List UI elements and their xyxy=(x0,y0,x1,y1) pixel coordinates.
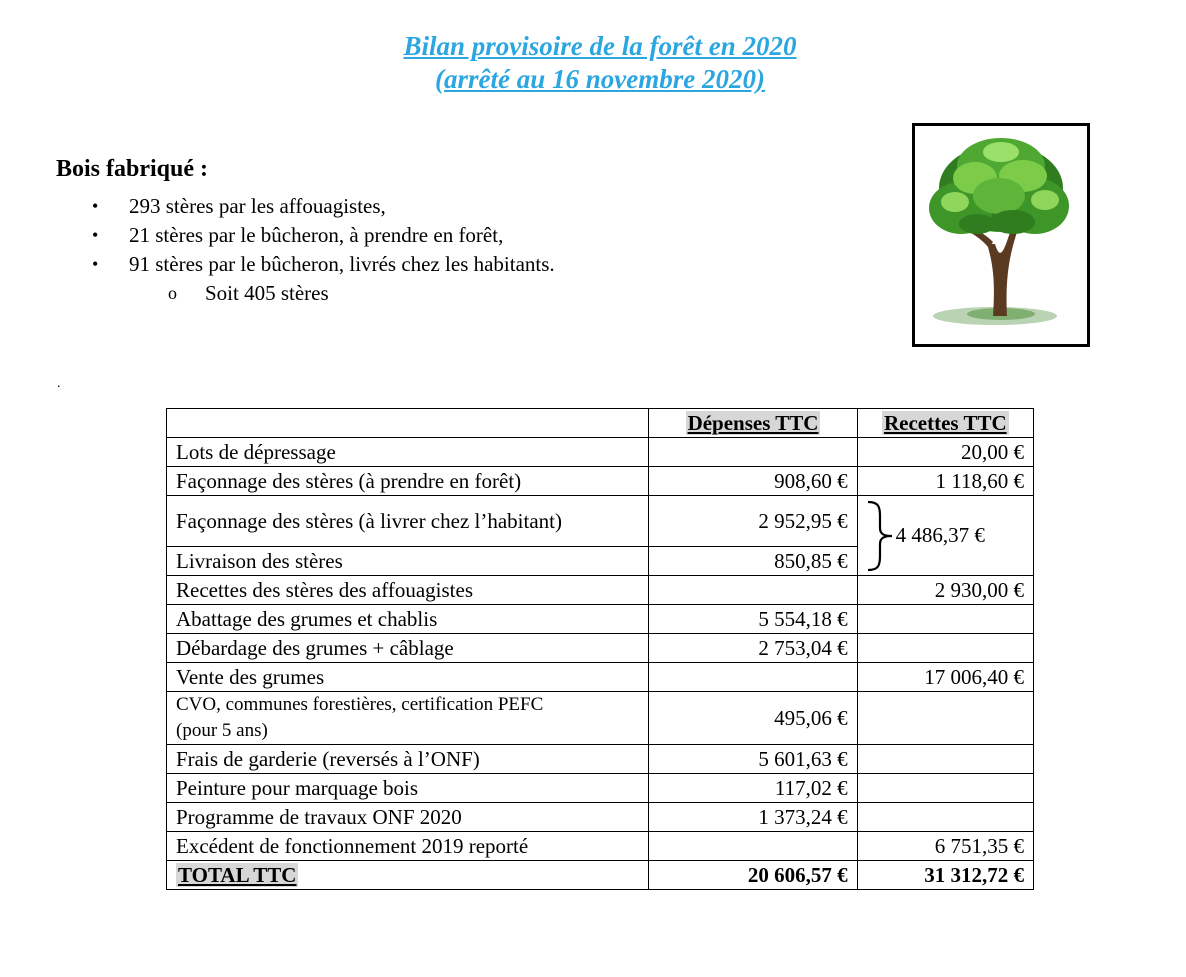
bullet-icon: • xyxy=(92,196,99,216)
tree-image-frame xyxy=(912,123,1090,347)
table-row xyxy=(167,663,1034,692)
total-label-cell xyxy=(167,861,649,890)
table-row xyxy=(167,467,1034,496)
stray-dot: . xyxy=(57,376,61,391)
row-depenses xyxy=(649,576,857,605)
row-depenses xyxy=(649,438,857,467)
row-label: Débardage des grumes + câblage xyxy=(167,634,649,663)
row-label xyxy=(167,692,649,745)
row-depenses xyxy=(649,663,857,692)
total-label: TOTAL TTC xyxy=(178,863,297,887)
row-label: Livraison des stères xyxy=(167,547,649,576)
row-recettes: 17 006,40 € xyxy=(857,663,1033,692)
row-depenses: 495,06 € xyxy=(649,692,857,745)
sub-bullet-icon: o xyxy=(168,283,177,303)
row-label: Façonnage des stères (à prendre en forêt) xyxy=(167,467,649,496)
table-row xyxy=(167,832,1034,861)
row-label: Abattage des grumes et chablis xyxy=(167,605,649,634)
row-recettes xyxy=(857,692,1033,745)
bullet-icon: • xyxy=(92,225,99,245)
row-label: Excédent de fonctionnement 2019 reporté xyxy=(167,832,649,861)
row-depenses: 117,02 € xyxy=(649,774,857,803)
row-recettes xyxy=(857,774,1033,803)
bois-fabrique-heading: Bois fabriqué : xyxy=(56,156,209,182)
total-depenses: 20 606,57 € xyxy=(649,861,857,890)
total-steres-text: Soit 405 stères xyxy=(205,281,329,305)
merged-recettes-cell xyxy=(857,496,1033,576)
table-row xyxy=(167,774,1034,803)
row-depenses: 5 554,18 € xyxy=(649,605,857,634)
table-row xyxy=(167,605,1034,634)
row-label: Recettes des stères des affouagistes xyxy=(167,576,649,605)
row-depenses xyxy=(649,832,857,861)
list-item-text: 21 stères par le bûcheron, à prendre en forêt, xyxy=(129,223,504,247)
table-row xyxy=(167,496,1034,547)
row-recettes: 20,00 € xyxy=(857,438,1033,467)
table-total-row xyxy=(167,861,1034,890)
row-label: Façonnage des stères (à livrer chez l’habitant) xyxy=(167,496,649,547)
budget-table xyxy=(166,408,1034,890)
row-recettes xyxy=(857,634,1033,663)
row-depenses: 850,85 € xyxy=(649,547,857,576)
table-header-row xyxy=(167,409,1034,438)
header-depenses-label: Dépenses TTC xyxy=(687,411,819,435)
row-depenses: 5 601,63 € xyxy=(649,745,857,774)
table-row xyxy=(167,438,1034,467)
table-row xyxy=(167,634,1034,663)
row-label-line-1: CVO, communes forestières, certification PEFC xyxy=(176,694,544,715)
tree-icon xyxy=(915,126,1087,344)
row-label: Frais de garderie (reversés à l’ONF) xyxy=(167,745,649,774)
row-recettes: 1 118,60 € xyxy=(857,467,1033,496)
title-line-2: (arrêté au 16 novembre 2020) xyxy=(435,64,765,94)
table-row xyxy=(167,745,1034,774)
row-label-line-2: (pour 5 ans) xyxy=(176,720,268,741)
row-label: Vente des grumes xyxy=(167,663,649,692)
row-depenses: 908,60 € xyxy=(649,467,857,496)
row-label: Programme de travaux ONF 2020 xyxy=(167,803,649,832)
row-recettes: 2 930,00 € xyxy=(857,576,1033,605)
bullet-icon: • xyxy=(92,254,99,274)
list-item-text: 293 stères par les affouagistes, xyxy=(129,194,386,218)
header-depenses xyxy=(649,409,857,438)
row-label: Peinture pour marquage bois xyxy=(167,774,649,803)
row-depenses: 2 952,95 € xyxy=(649,496,857,547)
row-depenses: 2 753,04 € xyxy=(649,634,857,663)
table-row xyxy=(167,576,1034,605)
brace-icon xyxy=(862,498,896,574)
title-line-1: Bilan provisoire de la forêt en 2020 xyxy=(403,31,797,61)
total-recettes: 31 312,72 € xyxy=(857,861,1033,890)
header-empty-cell xyxy=(167,409,649,438)
sub-list-item xyxy=(168,279,468,308)
list-item-text: 91 stères par le bûcheron, livrés chez les habitants. xyxy=(129,252,555,276)
row-recettes xyxy=(857,605,1033,634)
table-row xyxy=(167,803,1034,832)
row-depenses: 1 373,24 € xyxy=(649,803,857,832)
row-recettes xyxy=(857,803,1033,832)
header-recettes-label: Recettes TTC xyxy=(883,411,1007,435)
table-row xyxy=(167,692,1034,745)
merged-recettes-value: 4 486,37 € xyxy=(895,523,985,547)
document-title xyxy=(0,30,1186,96)
header-recettes xyxy=(857,409,1033,438)
row-label: Lots de dépressage xyxy=(167,438,649,467)
row-recettes: 6 751,35 € xyxy=(857,832,1033,861)
row-recettes xyxy=(857,745,1033,774)
